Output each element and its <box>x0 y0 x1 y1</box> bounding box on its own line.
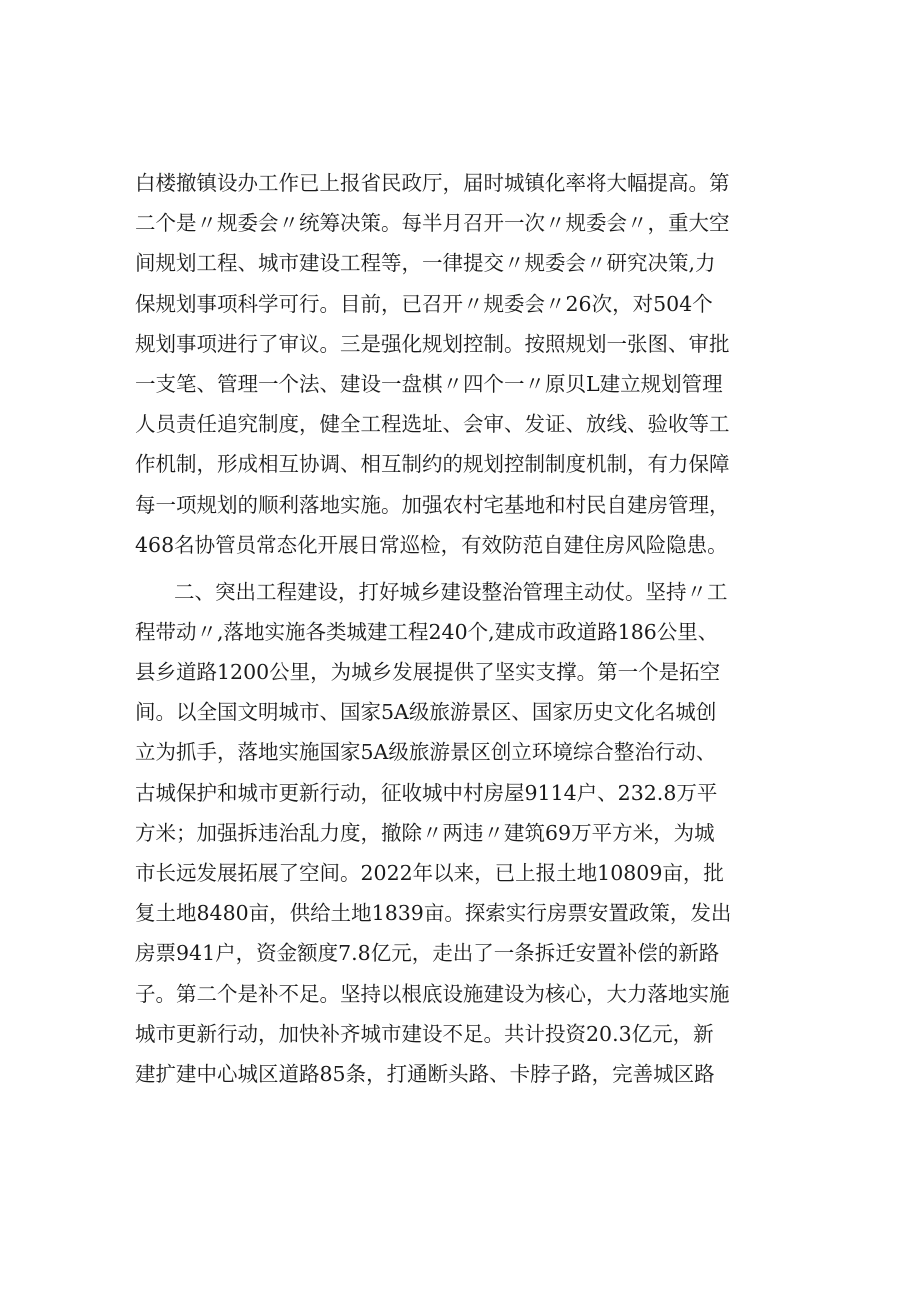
text-line: 间规划工程、城市建设工程等，一律提交〃规委会〃研究决策,力 <box>135 251 716 275</box>
paragraph-first-line: 二、突出工程建设，打好城乡建设整治管理主动仗。坚持〃工 <box>174 580 728 604</box>
text-line: 城市更新行动，加快补齐城市建设不足。共计投资20.3亿元，新 <box>135 1022 714 1046</box>
text-line: 县乡道路1200公里，为城乡发展提供了坚实支撑。第一个是拓空 <box>135 660 721 684</box>
text-line: 建扩建中心城区道路85条，打通断头路、卡脖子路，完善城区路 <box>135 1062 715 1086</box>
text-line: 作机制，形成相互协调、相互制约的规划控制制度机制，有力保障 <box>135 452 730 476</box>
text-line: 间。以全国文明城市、国家5A级旅游景区、国家历史文化名城创 <box>135 700 717 724</box>
text-line: 古城保护和城市更新行动，征收城中村房屋9114户、232.8万平 <box>135 781 718 805</box>
text-line: 二个是〃规委会〃统筹决策。每半月召开一次〃规委会〃，重大空 <box>135 211 730 235</box>
text-line: 白楼撤镇设办工作已上报省民政厅，届时城镇化率将大幅提高。第 <box>135 171 730 195</box>
text-line: 立为抓手，落地实施国家5A级旅游景区创立环境综合整治行动、 <box>135 740 717 764</box>
text-line: 规划事项进行了审议。三是强化规划控制。按照规划一张图、审批 <box>135 332 730 356</box>
text-line: 保规划事项科学可行。目前，已召开〃规委会〃26次，对504个 <box>135 292 713 316</box>
text-line: 468名协管员常态化开展日常巡检，有效防范自建住房风险隐患。 <box>135 533 728 557</box>
text-line: 每一项规划的顺利落地实施。加强农村宅基地和村民自建房管理， <box>135 493 730 517</box>
text-line: 子。第二个是补不足。坚持以根底设施建设为核心，大力落地实施 <box>135 982 730 1006</box>
text-line: 房票941户，资金额度7.8亿元，走出了一条拆迁安置补偿的新路 <box>135 941 720 965</box>
text-line: 人员责任追究制度，健全工程选址、会审、发证、放线、验收等工 <box>135 412 730 436</box>
text-line: 方米；加强拆违治乱力度，撤除〃两违〃建筑69万平方米，为城 <box>135 821 715 845</box>
text-line: 一支笔、管理一个法、建设一盘棋〃四个一〃原贝L建立规划管理 <box>135 372 723 396</box>
text-line: 程带动〃,落地实施各类城建工程240个,建成市政道路186公里、 <box>135 620 719 644</box>
text-line: 市长远发展拓展了空间。2022年以来，已上报土地10809亩，批 <box>135 861 724 885</box>
text-line: 复土地8480亩，供给土地1839亩。探索实行房票安置政策，发出 <box>135 901 732 925</box>
